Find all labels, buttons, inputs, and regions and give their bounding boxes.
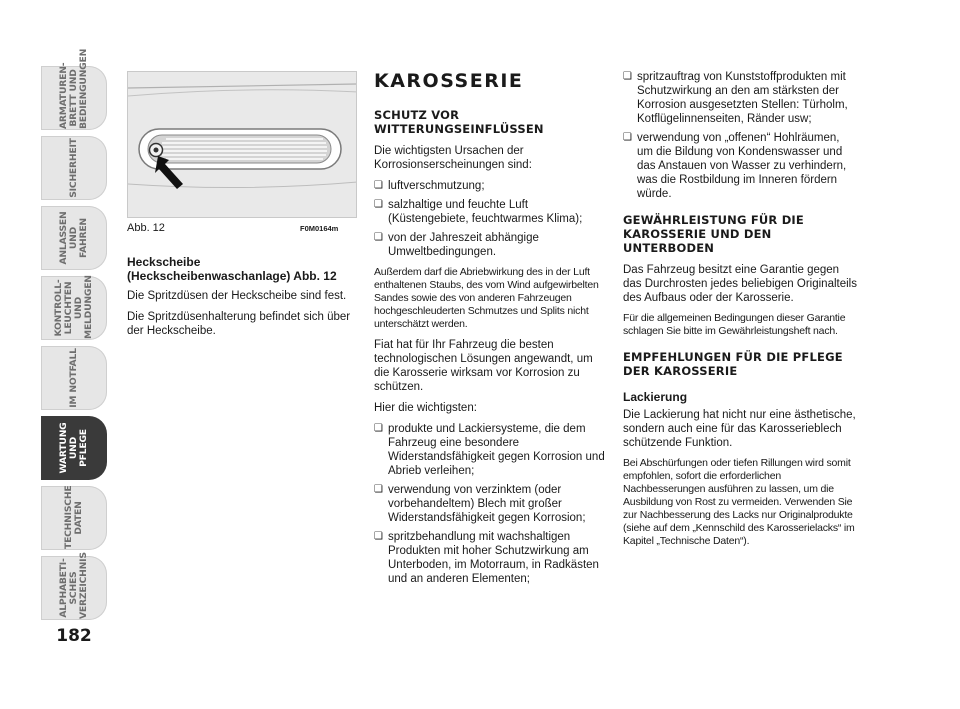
rear-window-illustration	[128, 72, 357, 218]
list-item: ❏ produkte und Lackiersysteme, die dem Fahrzeug eine besondere Widerstandsfähigkeit gegen Korrosion und Abrieb verleihen;	[374, 422, 606, 478]
tab-im-notfall[interactable]	[41, 346, 107, 410]
heading-lackierung: Lackierung	[623, 390, 688, 404]
causes-list	[374, 179, 606, 259]
paragraph: Außerdem darf die Abriebwirkung des in der Luft enthaltenen Staubs, des vom Wind aufgewirbelten Sandes sowie des von anderen Fahrzeugen hochgeschleuderten Schmutzes und Splits nicht unterschätzt werden.	[374, 266, 599, 330]
column-2	[374, 70, 606, 593]
list-item: ❏ salzhaltige und feuchte Luft (Küstengebiete, feuchtwarmes Klima);	[374, 198, 606, 226]
tab-label: TECHNISCHE DATEN	[63, 485, 84, 549]
tab-label: SICHERHEIT	[68, 138, 79, 198]
tab-label: ALPHABETI- SCHES VERZEICHNIS	[58, 552, 89, 619]
list-item: ❏ luftverschmutzung;	[374, 179, 606, 193]
tab-label: ANLASSEN UND FAHREN	[58, 211, 89, 265]
heading-schutz: SCHUTZ VOR WITTERUNGSEINFLÜSSEN	[374, 108, 544, 136]
tab-wartung-pflege[interactable]	[41, 416, 107, 480]
tab-label: WARTUNG UND PFLEGE	[58, 422, 89, 474]
figure-code: F0M0164m	[300, 224, 339, 233]
list-item: ❏ spritzbehandlung mit wachshaltigen Produkten mit hoher Schutzwirkung am Unterboden, im Motorraum, in Radkästen und an anderen Elementen;	[374, 530, 606, 586]
heading-gewaehrleistung: GEWÄHRLEISTUNG FÜR DIE KAROSSERIE UND DEN UNTERBODEN	[623, 213, 804, 255]
paragraph: Die wichtigsten Ursachen der Korrosionserscheinungen sind:	[374, 145, 532, 171]
paragraph: Für die allgemeinen Bedingungen dieser Garantie schlagen Sie bitte im Gewährleistungsheft nach.	[623, 312, 846, 337]
list-item: ❏ spritzauftrag von Kunststoffprodukten mit Schutzwirkung an den am stärksten der Korrosion ausgesetzten Stellen: Türholm, Kotflügelinnenseiten, Ränder usw;	[623, 70, 858, 126]
tab-kontrollleuchten[interactable]	[41, 276, 107, 340]
list-item: ❏ von der Jahreszeit abhängige Umweltbedingungen.	[374, 231, 606, 259]
paragraph: Bei Abschürfungen oder tiefen Rillungen wird somit empfohlen, sofort die erforderlichen Nachbesserungen ausführen zu lassen, um die Ausbildung von Rost zu vermeiden. Verwenden Sie zur Nachbesserung des Lacks nur Originalprodukte (siehe auf dem „Kennschild des Karosserielacks“ im Kapitel „Technische Daten“).	[623, 457, 855, 547]
tab-label: KONTROLL- LEUCHTEN UND MELDUNGEN	[53, 275, 94, 339]
solutions-list-continued	[623, 70, 858, 201]
paragraph: Das Fahrzeug besitzt eine Garantie gegen das Durchrosten jedes beliebigen Originalteils des Aufbaus oder der Karosserie.	[623, 264, 857, 304]
tab-anlassen[interactable]	[41, 206, 107, 270]
tab-technische-daten[interactable]	[41, 486, 107, 550]
paragraph: Die Lackierung hat nicht nur eine ästhetische, sondern auch eine für das Karosserieblech schützende Funktion.	[623, 409, 856, 449]
solutions-list	[374, 422, 606, 586]
paragraph: Fiat hat für Ihr Fahrzeug die besten technologischen Lösungen angewandt, um die Karosserie wirksam vor Korrosion zu schützen.	[374, 339, 593, 393]
tab-label: IM NOTFALL	[68, 348, 79, 408]
figure-rear-window-washer	[127, 71, 357, 218]
list-item: ❏ verwendung von „offenen“ Hohlräumen, um die Bildung von Kondenswasser und das Anstauen von Wasser zu verhindern, was die Rostbildung im Inneren fördern würde.	[623, 131, 858, 201]
figure-caption: Abb. 12	[127, 222, 165, 234]
paragraph: Die Spritzdüsen der Heckscheibe sind fest.	[127, 290, 347, 302]
paragraph: Die Spritzdüsenhalterung befindet sich über der Heckscheibe.	[127, 311, 351, 337]
column-1	[127, 255, 357, 345]
page-number: 182	[56, 626, 92, 646]
column-3	[623, 70, 858, 555]
tab-verzeichnis[interactable]	[41, 552, 107, 620]
paragraph: Hier die wichtigsten:	[374, 402, 477, 414]
tab-sicherheit[interactable]	[41, 136, 107, 200]
tab-label: ARMATUREN- BRETT UND BEDIENGUNGEN	[58, 48, 89, 129]
heading-pflege: EMPFEHLUNGEN FÜR DIE PFLEGE DER KAROSSERIE	[623, 350, 843, 378]
section-title: KAROSSERIE	[374, 70, 524, 92]
heading-heckscheibe: Heckscheibe (Heckscheibenwaschanlage) Abb. 12	[127, 255, 337, 283]
tab-armaturenbrett[interactable]	[41, 48, 107, 130]
list-item: ❏ verwendung von verzinktem (oder vorbehandeltem) Blech mit großer Widerstandsfähigkeit gegen Korrosion;	[374, 483, 606, 525]
